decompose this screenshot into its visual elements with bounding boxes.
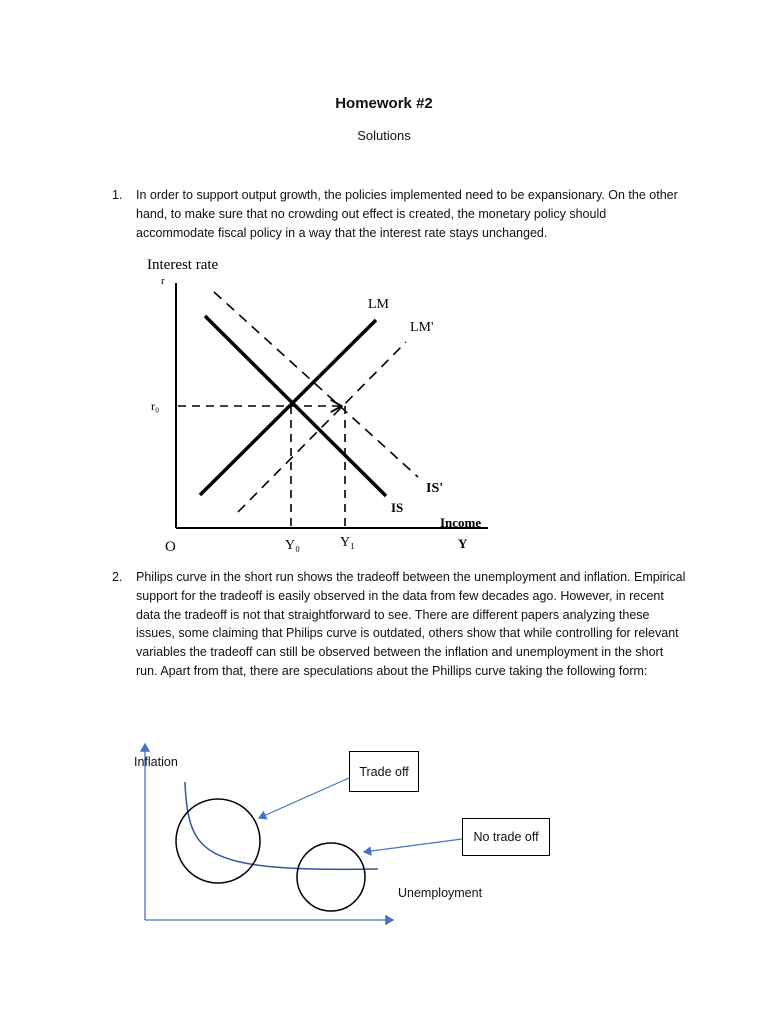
question-2-number: 2. [112, 570, 123, 584]
page-subtitle: Solutions [357, 128, 411, 143]
lm-shift-label: LM' [410, 320, 434, 335]
tradeoff-arrow [259, 778, 349, 818]
income-label: Income [440, 515, 482, 530]
page-title: Homework #2 [335, 95, 433, 112]
inflation-axis-label: Inflation [134, 755, 178, 769]
y0-label: Y₀ [285, 538, 300, 553]
phillips-curve [185, 782, 378, 869]
question-2-text: Philips curve in the short run shows the tradeoff between the unemployment and inflation. Empirical support for the tradeoff is easily observed in the data from few decades ago. However, in recent data the tradeoff is not that straightforward to see. There are different papers analyzing these issues, some claiming that Philips curve is outdated, others show that while controlling for relevant variables the tradeoff can still be observed between the inflation and unemployment in the short run. Apart from that, there are speculations about the Phillips curve taking the following form: [136, 570, 686, 678]
is-shift-label: IS' [426, 481, 444, 496]
income-symbol: Y [458, 536, 468, 551]
origin-label: O [165, 539, 176, 555]
no-tradeoff-circle [297, 843, 365, 911]
y1-label: Y₁ [340, 535, 355, 550]
tradeoff-circle [176, 799, 260, 883]
tradeoff-callout: Trade off [349, 751, 419, 792]
unemployment-axis-label: Unemployment [398, 886, 483, 900]
lm-label: LM [368, 297, 389, 312]
no-tradeoff-callout: No trade off [462, 818, 550, 856]
no-tradeoff-arrow [364, 839, 462, 852]
question-1-text: In order to support output growth, the policies implemented need to be expansionary. On the other hand, to make sure that no crowding out effect is created, the monetary policy should accommodate fiscal policy in a way that the interest rate stays unchanged. [136, 188, 678, 240]
is-label: IS [391, 500, 404, 515]
r0-label: r₀ [151, 399, 160, 413]
islm-y-axis-symbol: r [161, 275, 165, 287]
question-1-number: 1. [112, 188, 123, 202]
islm-y-axis-title: Interest rate [147, 257, 219, 273]
